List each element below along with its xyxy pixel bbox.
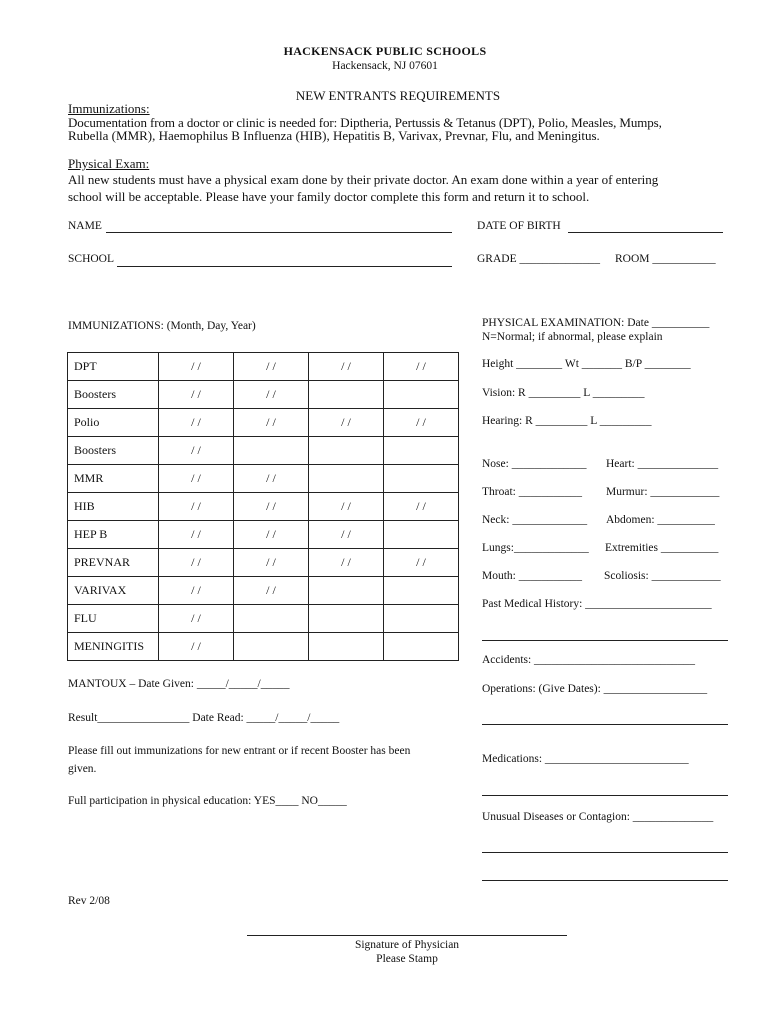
immunization-label: Boosters: [68, 437, 159, 465]
grade-field[interactable]: GRADE ______________: [477, 253, 600, 265]
immunization-empty-cell: [234, 605, 309, 633]
medications-field[interactable]: Medications: _________________________: [482, 753, 689, 765]
nose-field[interactable]: Nose: _____________: [482, 458, 587, 470]
immunization-note-line1: Please fill out immunizations for new entrant or if recent Booster has been: [68, 745, 411, 757]
immunization-label: DPT: [68, 353, 159, 381]
extremities-field[interactable]: Extremities __________: [605, 542, 719, 554]
immunization-date-cell[interactable]: / /: [234, 409, 309, 437]
immunization-date-cell[interactable]: / /: [384, 493, 459, 521]
physical-exam-date-field[interactable]: PHYSICAL EXAMINATION: Date __________: [482, 317, 710, 329]
school-name: HACKENSACK PUBLIC SCHOOLS: [283, 44, 487, 58]
stamp-label: Please Stamp: [376, 953, 438, 965]
mantoux-result-field[interactable]: Result________________ Date Read: _____/_____/_____: [68, 712, 340, 724]
physical-exam-heading: Physical Exam:: [68, 156, 150, 171]
immunizations-text-line2: Rubella (MMR), Haemophilus B Influenza (HIB), Hepatitis B, Varivax, Prevnar, Flu, and Meningitus.: [68, 128, 600, 143]
school-label: SCHOOL: [68, 253, 115, 265]
immunization-empty-cell: [309, 437, 384, 465]
vision-field[interactable]: Vision: R _________ L _________: [482, 387, 645, 399]
immunization-date-cell[interactable]: / /: [234, 465, 309, 493]
immunization-empty-cell: [384, 437, 459, 465]
immunization-date-cell[interactable]: / /: [234, 493, 309, 521]
unusual-diseases-line1[interactable]: [482, 852, 728, 853]
immunization-date-cell[interactable]: / /: [384, 409, 459, 437]
immunizations-heading: Immunizations:: [68, 101, 150, 116]
immunization-row: [68, 353, 459, 381]
operations-line[interactable]: [482, 724, 728, 725]
physical-education-field[interactable]: Full participation in physical education: YES____ NO_____: [68, 795, 347, 807]
unusual-diseases-line2[interactable]: [482, 880, 728, 881]
immunization-label: PREVNAR: [68, 549, 159, 577]
abdomen-field[interactable]: Abdomen: __________: [606, 514, 715, 526]
immunization-empty-cell: [234, 437, 309, 465]
hearing-field[interactable]: Hearing: R _________ L _________: [482, 415, 652, 427]
immunization-row: [68, 409, 459, 437]
immunization-date-cell[interactable]: / /: [159, 353, 234, 381]
immunization-label: Boosters: [68, 381, 159, 409]
immunization-date-cell[interactable]: / /: [234, 521, 309, 549]
immunization-date-cell[interactable]: / /: [309, 521, 384, 549]
medical-history-line[interactable]: [482, 640, 728, 641]
medical-history-field[interactable]: Past Medical History: ______________________: [482, 598, 712, 610]
immunization-date-cell[interactable]: / /: [234, 549, 309, 577]
operations-field[interactable]: Operations: (Give Dates): __________________: [482, 683, 708, 695]
immunization-empty-cell: [384, 633, 459, 661]
name-field[interactable]: [106, 232, 452, 233]
immunizations-text-line1: Documentation from a doctor or clinic is needed for: Diptheria, Pertussis & Tetanus (DPT), Polio, Measles, Mumps,: [68, 115, 662, 130]
immunization-date-cell[interactable]: / /: [159, 549, 234, 577]
immunization-date-cell[interactable]: / /: [234, 353, 309, 381]
immunization-row: [68, 521, 459, 549]
school-field[interactable]: [117, 266, 452, 267]
immunization-row: [68, 493, 459, 521]
immunization-label: MENINGITIS: [68, 633, 159, 661]
immunization-date-cell[interactable]: / /: [384, 549, 459, 577]
immunization-label: FLU: [68, 605, 159, 633]
immunization-row: [68, 549, 459, 577]
immunization-row: [68, 381, 459, 409]
immunization-empty-cell: [384, 521, 459, 549]
immunization-date-cell[interactable]: / /: [159, 381, 234, 409]
physical-exam-text-line1: All new students must have a physical exam done by their private doctor. An exam done within a year of entering: [68, 172, 659, 187]
immunization-label: HIB: [68, 493, 159, 521]
immunization-label: MMR: [68, 465, 159, 493]
immunization-row: [68, 605, 459, 633]
immunization-empty-cell: [384, 381, 459, 409]
immunization-empty-cell: [309, 577, 384, 605]
immunization-date-cell[interactable]: / /: [159, 465, 234, 493]
immunization-row: [68, 633, 459, 661]
dob-field[interactable]: [568, 232, 723, 233]
immunization-date-cell[interactable]: / /: [234, 577, 309, 605]
immunization-note-line2: given.: [68, 763, 97, 775]
immunization-empty-cell: [384, 465, 459, 493]
immunization-label: HEP B: [68, 521, 159, 549]
immunization-table: [67, 352, 459, 661]
immunization-empty-cell: [384, 605, 459, 633]
signature-line[interactable]: [247, 935, 567, 936]
immunization-date-cell[interactable]: / /: [234, 381, 309, 409]
immunization-empty-cell: [309, 633, 384, 661]
dob-label: DATE OF BIRTH: [477, 220, 561, 232]
physical-exam-subtitle: N=Normal; if abnormal, please explain: [482, 331, 663, 343]
name-label: NAME: [68, 220, 102, 232]
immunization-table-caption: IMMUNIZATIONS: (Month, Day, Year): [68, 320, 256, 332]
room-field[interactable]: ROOM ___________: [615, 253, 716, 265]
immunization-date-cell[interactable]: / /: [159, 521, 234, 549]
unusual-diseases-field[interactable]: Unusual Diseases or Contagion: ______________: [482, 811, 714, 823]
immunization-date-cell[interactable]: / /: [309, 493, 384, 521]
immunization-date-cell[interactable]: / /: [159, 577, 234, 605]
immunization-date-cell[interactable]: / /: [309, 549, 384, 577]
revision-label: Rev 2/08: [68, 895, 110, 907]
immunization-empty-cell: [384, 577, 459, 605]
mantoux-field[interactable]: MANTOUX – Date Given: _____/_____/_____: [68, 678, 290, 690]
scoliosis-field[interactable]: Scoliosis: ____________: [604, 570, 721, 582]
immunization-empty-cell: [234, 633, 309, 661]
immunization-date-cell[interactable]: / /: [159, 605, 234, 633]
signature-label: Signature of Physician: [354, 939, 460, 951]
height-weight-bp-field[interactable]: Height ________ Wt _______ B/P ________: [482, 358, 691, 370]
immunization-row: [68, 437, 459, 465]
mouth-field[interactable]: Mouth: ___________: [482, 570, 582, 582]
immunization-date-cell[interactable]: / /: [159, 493, 234, 521]
heart-field[interactable]: Heart: ______________: [606, 458, 719, 470]
immunization-row: [68, 465, 459, 493]
physical-exam-text-line2: school will be acceptable. Please have your family doctor complete this form and return it to school.: [68, 189, 590, 204]
medications-line[interactable]: [482, 795, 728, 796]
immunization-row: [68, 577, 459, 605]
immunization-date-cell[interactable]: / /: [309, 409, 384, 437]
accidents-field[interactable]: Accidents: ____________________________: [482, 654, 696, 666]
lungs-field[interactable]: Lungs:_____________: [482, 542, 589, 554]
immunization-date-cell[interactable]: / /: [309, 353, 384, 381]
immunization-label: Polio: [68, 409, 159, 437]
immunization-date-cell[interactable]: / /: [159, 633, 234, 661]
immunization-empty-cell: [309, 465, 384, 493]
immunization-date-cell[interactable]: / /: [384, 353, 459, 381]
murmur-field[interactable]: Murmur: ____________: [606, 486, 720, 498]
immunization-empty-cell: [309, 605, 384, 633]
immunization-empty-cell: [309, 381, 384, 409]
page-title: NEW ENTRANTS REQUIREMENTS: [295, 88, 501, 103]
neck-field[interactable]: Neck: _____________: [482, 514, 588, 526]
school-address: Hackensack, NJ 07601: [332, 60, 438, 72]
immunization-label: VARIVAX: [68, 577, 159, 605]
immunization-date-cell[interactable]: / /: [159, 437, 234, 465]
throat-field[interactable]: Throat: ___________: [482, 486, 582, 498]
immunization-date-cell[interactable]: / /: [159, 409, 234, 437]
